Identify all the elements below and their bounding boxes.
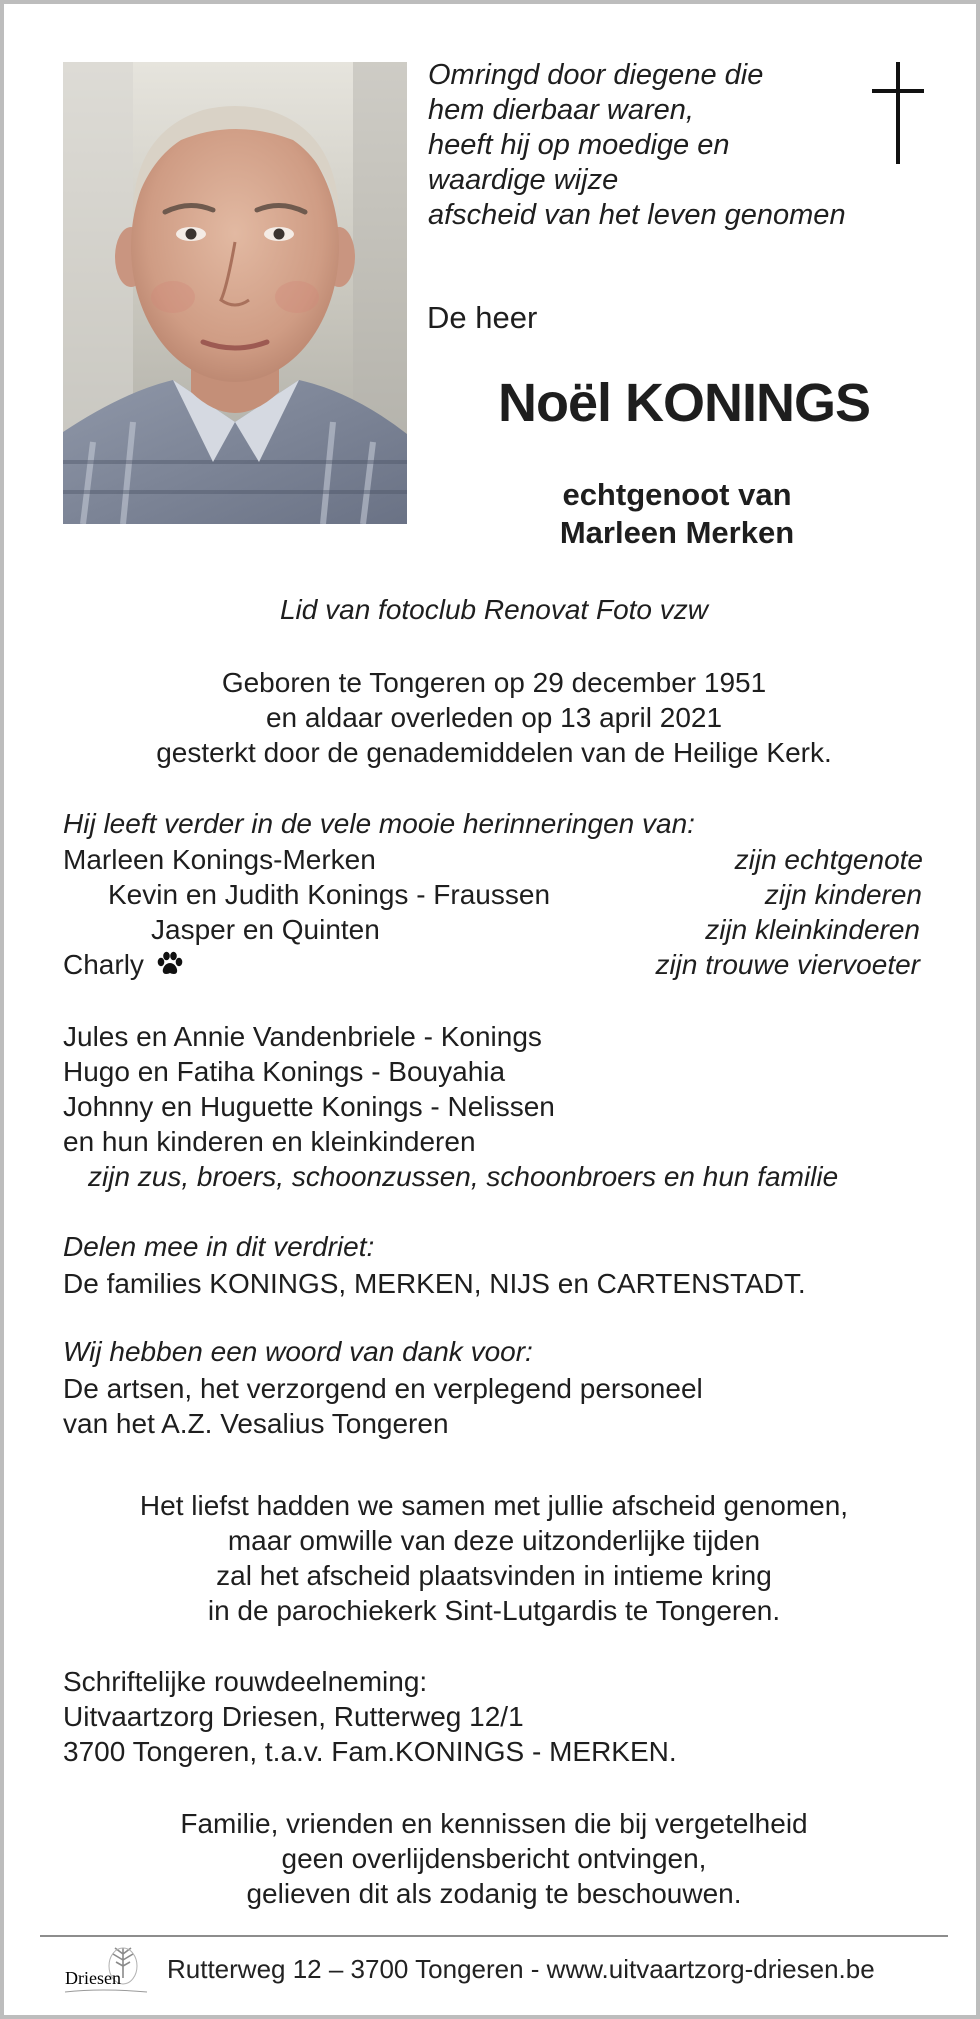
family-row [4,949,980,984]
closing-line: geen overlijdensbericht ontvingen, [281,1843,707,1874]
club-membership: Lid van fotoclub Renovat Foto vzw [279,594,708,625]
intro-line: heeft hij op moedige en [428,129,730,161]
footer-address: Rutterweg 12 – 3700 Tongeren - www.uitvaartzorg-driesen.be [167,1954,875,1984]
spouse-line: echtgenoot van [562,477,792,512]
closing-line: Familie, vrienden en kennissen die bij vergetelheid [180,1808,808,1839]
sibling-line: Johnny en Huguette Konings - Nelissen [63,1091,555,1122]
condolence-line: 3700 Tongeren, t.a.v. Fam.KONINGS - MERKEN. [63,1736,677,1767]
intro-verse [428,58,928,233]
family-row [4,844,980,879]
portrait-illustration [63,62,407,524]
birth-line: gesterkt door de genademiddelen van de Heilige Kerk. [156,737,832,768]
farewell-line: Het liefst hadden we samen met jullie afscheid genomen, [139,1490,849,1521]
family-name-pet [63,949,184,981]
thanks-line: van het A.Z. Vesalius Tongeren [63,1408,449,1439]
condolence-line: Schriftelijke rouwdeelneming: [63,1666,428,1697]
family-name: Jasper en Quinten [151,914,380,945]
birth-death-info [4,665,980,770]
birth-line: Geboren te Tongeren op 29 december 1951 [221,667,767,698]
family-relation: zijn kleinkinderen [705,914,920,945]
family-relation: zijn echtgenote [734,844,923,875]
condolence-info [63,1664,677,1769]
grief-families: De families KONINGS, MERKEN, NIJS en CARTENSTADT. [63,1268,806,1299]
closing-line: gelieven dit als zodanig te beschouwen. [246,1878,742,1909]
condolence-line: Uitvaartzorg Driesen, Rutterweg 12/1 [63,1701,524,1732]
closing-text [4,1806,980,1911]
thanks-heading: Wij hebben een woord van dank voor: [63,1336,533,1367]
intro-line: hem dierbaar waren, [428,94,694,126]
funeral-home-logo [61,1944,151,2002]
siblings-relation: zijn zus, broers, schoonzussen, schoonbroers en hun familie [88,1161,839,1192]
farewell-line: in de parochiekerk Sint-Lutgardis te Tongeren. [207,1595,781,1626]
thanks-text [63,1371,703,1441]
spouse-name: Marleen Merken [559,515,795,550]
family-row [4,914,980,949]
intro-line: waardige wijze [428,164,619,196]
sibling-line: Jules en Annie Vandenbriele - Konings [63,1021,542,1052]
sibling-line: Hugo en Fatiha Konings - Bouyahia [63,1056,506,1087]
family-relation: zijn kinderen [764,879,922,910]
birth-line: en aldaar overleden op 13 april 2021 [265,702,723,733]
spouse-info [477,476,877,552]
farewell-line: maar omwille van deze uitzonderlijke tijden [227,1525,761,1556]
grief-heading: Delen mee in dit verdriet: [63,1231,375,1262]
siblings-list [63,1019,555,1159]
footer-divider [40,1935,948,1937]
family-row [4,879,980,914]
salutation: De heer [427,300,538,335]
family-name: Charly [63,949,144,980]
memories-heading: Hij leeft verder in de vele mooie herinneringen van: [63,808,695,839]
thanks-line: De artsen, het verzorgend en verplegend personeel [63,1373,703,1404]
intro-line: Omringd door diegene die [428,59,764,91]
family-name: Kevin en Judith Konings - Fraussen [108,879,551,910]
sibling-line: en hun kinderen en kleinkinderen [63,1126,476,1157]
farewell-text [4,1488,980,1628]
family-relation: zijn trouwe viervoeter [655,949,920,980]
intro-line: afscheid van het leven genomen [428,199,846,231]
paw-icon [156,951,184,977]
cross-icon [872,62,924,164]
farewell-line: zal het afscheid plaatsvinden in intieme kring [216,1560,772,1591]
portrait-photo [63,62,407,524]
family-name: Marleen Konings-Merken [63,844,376,875]
deceased-name: Noël KONINGS [497,373,871,433]
logo-text: Driesen [65,1968,121,1988]
